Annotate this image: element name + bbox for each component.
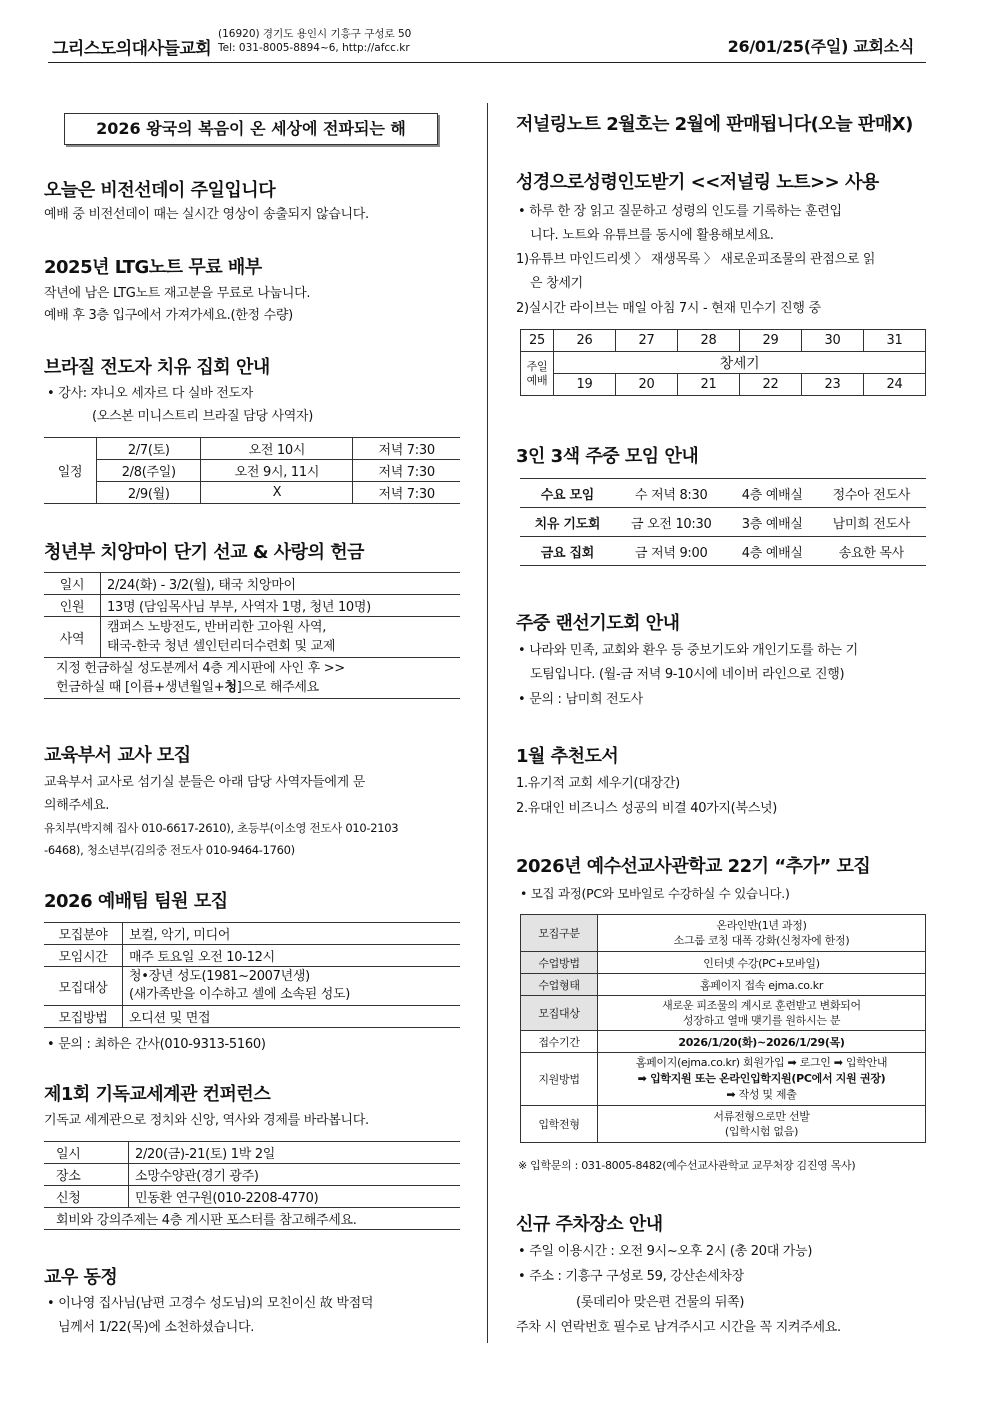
section-title-lantern: 주중 랜선기도회 안내 (516, 613, 680, 634)
section-title-vision: 오늘은 비전선데이 주일입니다 (44, 180, 276, 201)
meeting-place: 4층 예배실 (728, 537, 817, 566)
worship-value: 오디션 및 면접 (123, 1006, 461, 1028)
section-title-teachers: 교육부서 교사 모집 (44, 745, 191, 766)
brazil-schedule-table (44, 437, 460, 504)
brazil-evening: 저녁 7:30 (353, 460, 460, 482)
school-value-line: ➡ 작성 및 제출 (726, 1088, 797, 1101)
chiangmai-label: 일시 (44, 573, 101, 595)
conference-label: 장소 (44, 1164, 129, 1186)
worship-label: 모집분야 (44, 923, 123, 945)
parking-text-4: 주차 시 연락번호 필수로 남겨주시고 시간을 꼭 지켜주세요. (516, 1320, 841, 1335)
chiangmai-value: 2/24(화) - 3/2(월), 태국 치앙마이 (101, 573, 461, 595)
school-value-line: 홈페이지(ejma.co.kr) 회원가입 ➡ 로그인 ➡ 입학안내 (635, 1056, 888, 1069)
section-title-three-color: 3인 3색 주중 모임 안내 (516, 446, 699, 467)
note-part: 헌금하실 때 [이름+생년월일+ (56, 680, 225, 695)
brazil-date: 2/7(토) (97, 438, 201, 460)
brazil-evening: 저녁 7:30 (353, 438, 460, 460)
school-value-line: 새로운 피조물의 계시로 훈련받고 변화되어 (662, 999, 861, 1012)
schedule-date: 26 (554, 330, 616, 352)
school-value (598, 996, 926, 1031)
book-2: 2.유대인 비즈니스 성공의 비결 40가지(북스넛) (516, 801, 778, 816)
conference-note: 회비와 강의주제는 4층 게시판 포스터를 참고해주세요. (44, 1208, 460, 1230)
ltg-text-2: 예배 후 3층 입구에서 가져가세요.(한정 수량) (44, 308, 293, 323)
school-value: 2026/1/20(화)~2026/1/29(목) (598, 1031, 926, 1053)
worship-target-2: (새가족반을 이수하고 셀에 소속된 성도) (129, 987, 351, 1002)
section-title-missionary-school: 2026년 예수선교사관학교 22기 “추가” 모집 (516, 856, 871, 877)
meeting-name: 치유 기도회 (520, 508, 615, 537)
members-text-2: 님께서 1/22(목)에 소천하셨습니다. (58, 1320, 255, 1335)
conference-value: 소망수양관(경기 광주) (129, 1164, 461, 1186)
journaling-text-4: 은 창세기 (530, 276, 583, 291)
conference-value: 2/20(금)-21(토) 1박 2일 (129, 1142, 461, 1164)
school-value: 홈페이지 접속 ejma.co.kr (598, 974, 926, 996)
school-value-line: (입학시험 없음) (724, 1125, 799, 1138)
section-title-conference: 제1회 기독교세계관 컨퍼런스 (44, 1084, 271, 1105)
brazil-morning: 오전 10시 (201, 438, 353, 460)
school-value-line: 소그룹 코칭 대폭 강화(신청자에 한정) (673, 934, 850, 947)
schedule-date: 29 (740, 330, 802, 352)
brazil-speaker-role: (오스본 미니스트리 브라질 담당 사역자) (92, 409, 314, 424)
note-part-bold: 청 (224, 680, 237, 695)
brazil-morning: 오전 9시, 11시 (201, 460, 353, 482)
conference-value: 민동환 연구원(010-2208-4770) (129, 1186, 461, 1208)
section-title-journaling-sale: 저널링노트 2월호는 2월에 판매됩니다(오늘 판매X) (516, 114, 913, 135)
parking-text-1: • 주일 이용시간 : 오전 9시~오후 2시 (총 20대 가능) (518, 1244, 813, 1259)
church-name: 그리스도의대사들교회 (52, 39, 212, 59)
school-value (598, 1106, 926, 1143)
meeting-place: 3층 예배실 (728, 508, 817, 537)
chiangmai-offering-note (44, 658, 460, 699)
book-1: 1.유기적 교회 세우기(대장간) (516, 776, 680, 791)
lantern-text-2: 도팀입니다. (월-금 저녁 9-10시에 네이버 라인으로 진행) (530, 667, 845, 682)
worship-value: 매주 토요일 오전 10-12시 (123, 945, 461, 967)
school-value-line: 온라인반(1년 과정) (716, 919, 807, 932)
conference-text: 기독교 세계관으로 정치와 신앙, 역사와 경제를 바라봅니다. (44, 1113, 369, 1128)
church-contact: Tel: 031-8005-8894~6, http://afcc.kr (218, 42, 410, 54)
lantern-text-1: • 나라와 민족, 교회와 환우 등 중보기도와 개인기도를 하는 기 (518, 643, 858, 658)
schedule-book: 창세기 (554, 352, 926, 374)
teachers-text-2: 의해주세요. (44, 798, 110, 813)
school-label: 접수기간 (521, 1031, 598, 1053)
parking-text-2: • 주소 : 기흥구 구성로 59, 강산손세차장 (518, 1269, 744, 1284)
schedule-date: 30 (802, 330, 864, 352)
column-divider (487, 103, 488, 1343)
journaling-text-5: 2)실시간 라이브는 매일 아침 7시 - 현재 민수기 진행 중 (516, 301, 821, 316)
schedule-chapter: 24 (864, 374, 926, 396)
brazil-date: 2/8(주일) (97, 460, 201, 482)
chiangmai-ministry-1: 캠퍼스 노방전도, 반버리한 고아원 사역, (107, 620, 327, 635)
school-label: 수업방법 (521, 952, 598, 974)
school-value (598, 1053, 926, 1106)
brazil-schedule-label: 일정 (44, 438, 97, 504)
section-title-parking: 신규 주차장소 안내 (516, 1214, 663, 1235)
worship-team-table (44, 922, 460, 1028)
worship-label: 모임시간 (44, 945, 123, 967)
worship-label: 모집방법 (44, 1006, 123, 1028)
meeting-name: 금요 집회 (520, 537, 615, 566)
schedule-date: 31 (864, 330, 926, 352)
chiangmai-note-2 (56, 678, 454, 697)
brazil-speaker: • 강사: 쟈니오 세자르 다 실바 전도자 (47, 386, 254, 401)
school-label: 모집대상 (521, 996, 598, 1031)
meeting-leader: 정수아 전도사 (817, 479, 926, 508)
members-text-1: • 이나영 집사님(남편 고경수 성도님)의 모친이신 故 박점덕 (47, 1296, 374, 1311)
conference-table (44, 1141, 460, 1230)
schedule-date: 27 (616, 330, 678, 352)
chiangmai-label: 인원 (44, 595, 101, 617)
schedule-chapter: 20 (616, 374, 678, 396)
schedule-row-label: 주일 예배 (521, 352, 554, 396)
schedule-chapter: 19 (554, 374, 616, 396)
worship-label: 모집대상 (44, 967, 123, 1006)
meeting-name: 수요 모임 (520, 479, 615, 508)
school-value-line: ➡ 입학지원 또는 온라인입학지원(PC에서 지원 권장) (637, 1072, 886, 1085)
chiangmai-table (44, 572, 460, 699)
section-title-journaling: 성경으로성령인도받기 <<저널링 노트>> 사용 (516, 172, 879, 193)
school-label: 모집구분 (521, 915, 598, 952)
meeting-time: 수 저녁 8:30 (615, 479, 728, 508)
schedule-chapter: 22 (740, 374, 802, 396)
meeting-time: 금 오전 10:30 (615, 508, 728, 537)
school-label: 지원방법 (521, 1053, 598, 1106)
section-title-brazil: 브라질 전도자 치유 집회 안내 (44, 357, 270, 378)
section-title-ltg: 2025년 LTG노트 무료 배부 (44, 257, 262, 278)
section-title-worship-team: 2026 예배팀 팀원 모집 (44, 891, 228, 912)
worship-target-1: 청•장년 성도(1981~2007년생) (129, 969, 310, 984)
conference-label: 신청 (44, 1186, 129, 1208)
section-title-members: 교우 동정 (44, 1267, 118, 1288)
journaling-text-1: • 하루 한 장 읽고 질문하고 성령의 인도를 기록하는 훈련입 (518, 204, 842, 219)
church-address: (16920) 경기도 용인시 기흥구 구성로 50 (218, 28, 412, 40)
ltg-text-1: 작년에 남은 LTG노트 재고분을 무료로 나눕니다. (44, 286, 311, 301)
worship-value (123, 967, 461, 1006)
note-part: ]으로 해주세요 (236, 680, 319, 695)
year-theme-box: 2026 왕국의 복음이 온 세상에 전파되는 해 (64, 113, 438, 145)
church-address-block (218, 27, 411, 55)
missionary-intro: • 모집 과정(PC와 모바일로 수강하실 수 있습니다.) (520, 886, 790, 901)
school-value: 인터넷 수강(PC+모바일) (598, 952, 926, 974)
missionary-table (520, 914, 926, 1143)
section-title-chiangmai: 청년부 치앙마이 단기 선교 & 사랑의 헌금 (44, 542, 365, 563)
brazil-evening: 저녁 7:30 (353, 482, 460, 504)
section-title-books: 1월 추천도서 (516, 746, 619, 767)
chiangmai-note-1: 지정 헌금하실 성도분께서 4층 게시판에 사인 후 >> (56, 661, 345, 676)
vision-text: 예배 중 비전선데이 때는 실시간 영상이 송출되지 않습니다. (44, 207, 369, 222)
schedule-chapter: 21 (678, 374, 740, 396)
teachers-text-3: 유치부(박지혜 집사 010-6617-2610), 초등부(이소영 전도사 010-2103 (44, 821, 399, 835)
chiangmai-ministry-2: 태국-한국 청년 셀인턴리더수련회 및 교제 (107, 639, 336, 654)
journaling-text-3: 1)유튜브 마인드리셋 〉 재생목록 〉 새로운피조물의 관점으로 읽 (516, 252, 876, 267)
meeting-leader: 남미희 전도사 (817, 508, 926, 537)
bulletin-header (48, 22, 926, 63)
chiangmai-value (101, 617, 461, 658)
school-value-line: 성장하고 열매 맺기를 원하시는 분 (682, 1014, 841, 1027)
teachers-text-1: 교육부서 교사로 섬기실 분들은 아래 담당 사역자들에게 문 (44, 775, 366, 790)
lantern-text-3: • 문의 : 남미희 전도사 (518, 692, 643, 707)
meeting-place: 4층 예배실 (728, 479, 817, 508)
missionary-inquiry: ※ 입학문의 : 031-8005-8482(예수선교사관학교 교무처장 김진영 목사) (518, 1159, 856, 1172)
school-value (598, 915, 926, 952)
worship-contact: • 문의 : 최하은 간사(010-9313-5160) (47, 1037, 266, 1052)
schedule-date: 28 (678, 330, 740, 352)
school-label: 입학전형 (521, 1106, 598, 1143)
school-value-line: 서류전형으로만 선발 (713, 1110, 810, 1123)
conference-label: 일시 (44, 1142, 129, 1164)
bulletin-date-title: 26/01/25(주일) 교회소식 (727, 37, 914, 56)
school-label: 수업형태 (521, 974, 598, 996)
worship-value: 보컬, 악기, 미디어 (123, 923, 461, 945)
brazil-date: 2/9(월) (97, 482, 201, 504)
journaling-text-2: 니다. 노트와 유튜브를 동시에 활용해보세요. (530, 228, 774, 243)
meeting-leader: 송요한 목사 (817, 537, 926, 566)
meeting-time: 금 저녁 9:00 (615, 537, 728, 566)
parking-text-3: (롯데리아 맞은편 건물의 뒤쪽) (576, 1295, 745, 1310)
schedule-date: 25 (521, 330, 554, 352)
three-color-table (520, 478, 926, 566)
journaling-schedule-table (520, 329, 926, 396)
schedule-chapter: 23 (802, 374, 864, 396)
teachers-text-4: -6468), 청소년부(김의중 전도사 010-9464-1760) (44, 843, 295, 857)
chiangmai-label: 사역 (44, 617, 101, 658)
brazil-morning: X (201, 482, 353, 504)
chiangmai-value: 13명 (담임목사님 부부, 사역자 1명, 청년 10명) (101, 595, 461, 617)
